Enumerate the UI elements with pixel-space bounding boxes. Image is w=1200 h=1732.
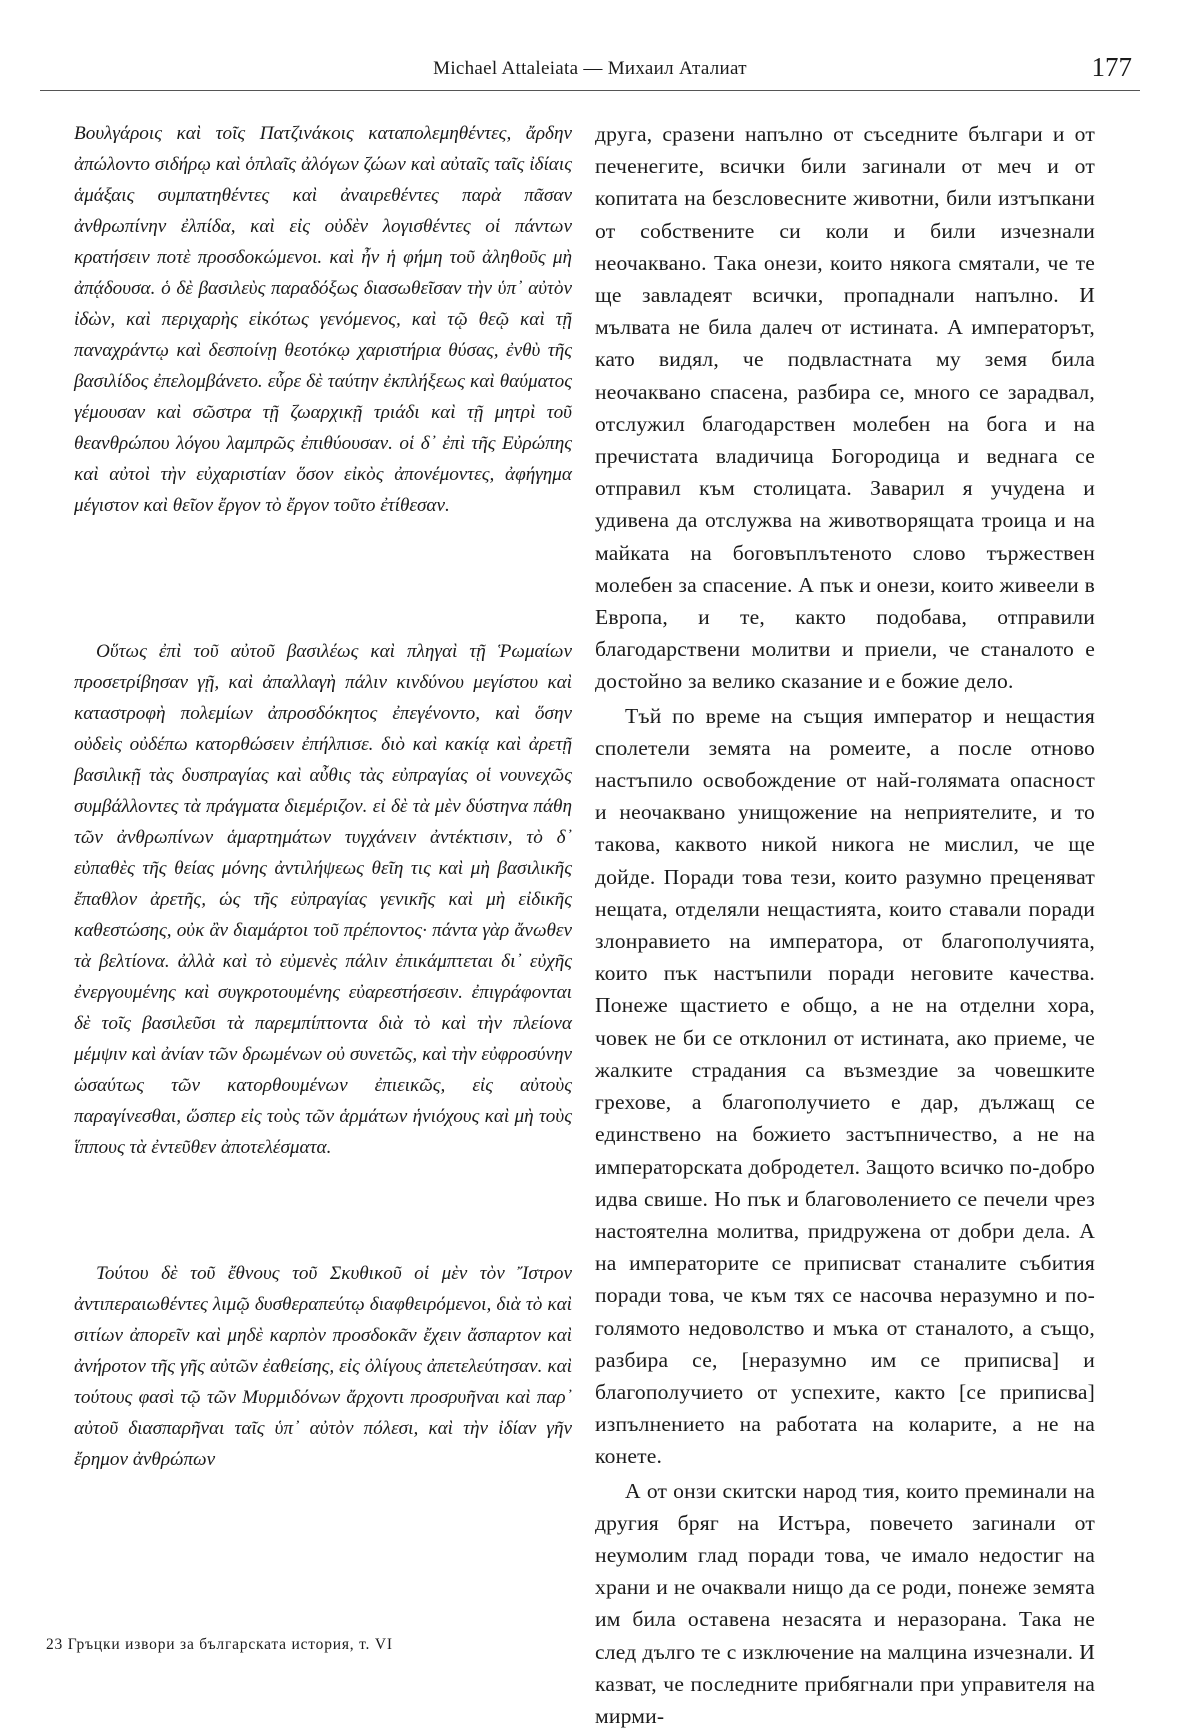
page-number: 177 (1091, 52, 1132, 82)
bulgarian-column (595, 118, 1095, 1732)
page-header (40, 52, 1140, 92)
page-footer: 23 Гръцки извори за българската история, т. VI (46, 1636, 393, 1653)
bulgarian-paragraph-1: друга, сразени напълно от съседните българи и от печенегите, всички били загинали от меч и от копитата на безсловесните животни, били изтъпкани от собствените си коли и били изчезнали неочаквано. Така онези, които някога смятали, че те ще завладеят всички, пропаднали напълно. И мълвата не била далеч от истината. А императорът, като видял, че подвластната му земя била неочаквано спасена, разбира се, много се зарадвал, отслужил благодарствен молебен на бога и на пречистата владичица Богородица и веднага се отправил към столицата. Заварил я учудена и удивена да отслужва на животворящата троица и на майката на боговъплътеното слово тържествен молебен за спасение. А пък и онези, които живеели в Европа, и те, както подобава, отправили благодарствени молитви и приели, че станалото е достойно за велико сказание и е божие дело. (595, 122, 1095, 694)
bulgarian-paragraph-2: Тъй по време на същия император и нещастия сполетели земята на ромеите, а после отново настъпило освобождение от най-голямата опасност и неочаквано унищожение на неприятелите, и то такова, каквото никой никога не мислил, че ще дойде. Поради това тези, които разумно преценяват нещата, отделяли нещастията, които ставали поради злонравието на императора, от благополучията, които пък настъпили поради неговите качества. Понеже щастието е общо, а не на отделни хора, човек не би се отклонил от истината, ако приеме, че жалките страдания са възмездие за човешките грехове, а благополучието е дар, дължащ се единствено на божието застъпничество, а не на императорската добродетел. Защото всичко по-добро идва свише. Но пък и благоволението се печели чрез настоятелна молитва, придружена от добри дела. А на императорите се приписват станалите събития поради това, че към тях се насочва неразумно и по-голямото недоволство и мъка от станалото, а също, разбира се, [неразумно им се приписва] и благополучието от успехите, както [се приписва] изпълнението на работата на коларите, а не на конете. (595, 703, 1095, 1469)
header-rule (40, 90, 1140, 91)
greek-paragraph-3: Τούτου δὲ τοῦ ἔθνους τοῦ Σκυθικοῦ οἱ μὲν τὸν Ἴστρον ἀντιπεραιωθέντες λιμῷ δυσθεραπεύτῳ διαφθειρόμενοι, διὰ τὸ καὶ σιτίων ἀπορεῖν καὶ μηδὲ καρπὸν προσδοκᾶν ἔχειν ἄσπαρτον καὶ ἀνήροτον τῆς γῆς αὐτῶν ἐαθείσης, εἰς ὀλίγους ἀπετελεύτησαν. καὶ τούτους φασὶ τῷ τῶν Μυρμιδόνων ἄρχοντι προσρυῆναι καὶ παρ᾽ αὐτοῦ διασπαρῆναι ταῖς ὑπ᾽ αὐτὸν πόλεσι, καὶ τὴν ἰδίαν γῆν ἔρημον ἀνθρώπων (74, 1263, 572, 1470)
bulgarian-paragraph-3: А от онзи скитски народ тия, които преминали на другия бряг на Истъра, повечето загинали от неумолим глад поради това, че имало недостиг на храни и не очаквали нищо да се роди, понеже земята им била оставена незасята и неразорана. Така не след дълго те с изключение на малцина изчезнали. И казват, че последните прибягнали при управителя на мирми- (595, 1478, 1095, 1728)
greek-paragraph-1: Βουλγάροις καὶ τοῖς Πατζινάκοις καταπολεμηθέντες, ἄρδην ἀπώλοντο σιδήρῳ καὶ ὁπλαῖς ἀλόγων ζώων καὶ αὐταῖς ταῖς ἰδίαις ἁμάξαις συμπατηθέντες καὶ ἀναιρεθέντες παρὰ πᾶσαν ἀνθρωπίνην ἐλπίδα, καὶ εἰς οὐδὲν λογισθέντες οἱ πάντων κρατήσειν ποτὲ προσδοκώμενοι. καὶ ἦν ἡ φήμη τοῦ ἀληθοῦς μὴ ἀπᾴδουσα. ὁ δὲ βασιλεὺς παραδόξως διασωθεῖσαν τὴν ὑπ᾽ αὐτὸν ἰδὼν, καὶ περιχαρὴς εἰκότως γενόμενος, καὶ τῷ θεῷ καὶ τῇ παναχράντῳ καὶ δεσποίνῃ θεοτόκῳ χαριστήρια θύσας, ἐνθὺ τῆς βασιλίδος ἐπελομβάνετο. εὗρε δὲ ταύτην ἐκπλήξεως καὶ θαύματος γέμουσαν καὶ σῶστρα τῇ ζωαρχικῇ τριάδι καὶ τῇ μητρὶ τοῦ θεανθρώπου λόγου λαμπρῶς ἐπιθύουσαν. οἱ δ᾽ ἐπὶ τῆς Εὐρώπης καὶ αὐτοὶ τὴν εὐχαριστίαν ὅσον εἰκὸς ἀπονέμοντες, ἀφήγημα μέγιστον καὶ θεῖον ἔργον τὸ ἔργον τοῦτο ἐτίθεσαν. (74, 123, 572, 516)
running-title: Michael Attaleiata — Михаил Аталиат (433, 58, 747, 79)
greek-paragraph-2: Οὕτως ἐπὶ τοῦ αὐτοῦ βασιλέως καὶ πληγαὶ τῇ Ῥωμαίων προσετρίβησαν γῇ, καὶ ἀπαλλαγὴ πάλιν κινδύνου μεγίστου καὶ καταστροφὴ πολεμίων ἀπροσδόκητος ἐπεγένοντο, καὶ ὅσην οὐδεὶς οὐδέπω κατορθώσειν ἐπήλπισε. διὸ καὶ κακίᾳ καὶ ἀρετῇ βασιλικῇ τὰς δυσπραγίας καὶ αὖθις τὰς εὐπραγίας οἱ νουνεχῶς συμβάλλοντες τὰ πράγματα διεμέριζον. εἰ δὲ τὰ μὲν δύστηνα πάθη τῶν ἀνθρωπίνων ἁμαρτημάτων τυγχάνειν ἀντέκτισιν, τὸ δ᾽ εὐπαθὲς τῆς θείας μόνης ἀντιλήψεως θεῖη τις καὶ μὴ βασιλικῆς ἔπαθλον ἀρετῆς, ὡς τῆς εὐπραγίας γενικῆς καὶ μὴ εἰδικῆς καθεστώσης, οὐκ ἂν διαμάρτοι τοῦ πρέποντος· πάντα γὰρ ἄνωθεν τὰ βελτίονα. ἀλλὰ καὶ τὸ εὐμενὲς πάλιν ἐπικάμπτεται δι᾽ εὐχῆς ἐνεργουμένης καὶ συγκροτουμένης εὐαρεστήσεσιν. ἐπιγράφονται δὲ τοῖς βασιλεῦσι τὰ παρεμπίπτοντα διὰ τὸ καὶ τὴν πλείονα μέμψιν καὶ ἀνίαν τῶν δρωμένων οὐ συνετῶς, καὶ τὴν εὐφροσύνην ὡσαύτως τῶν κατορθουμένων ἐπιεικῶς, εἰς αὐτοὺς παραγίνεσθαι, ὥσπερ εἰς τοὺς τῶν ἁρμάτων ἡνιόχους καὶ μὴ τοὺς ἵππους τὰ ἐντεῦθεν ἀποτελέσματα. (74, 641, 572, 1158)
